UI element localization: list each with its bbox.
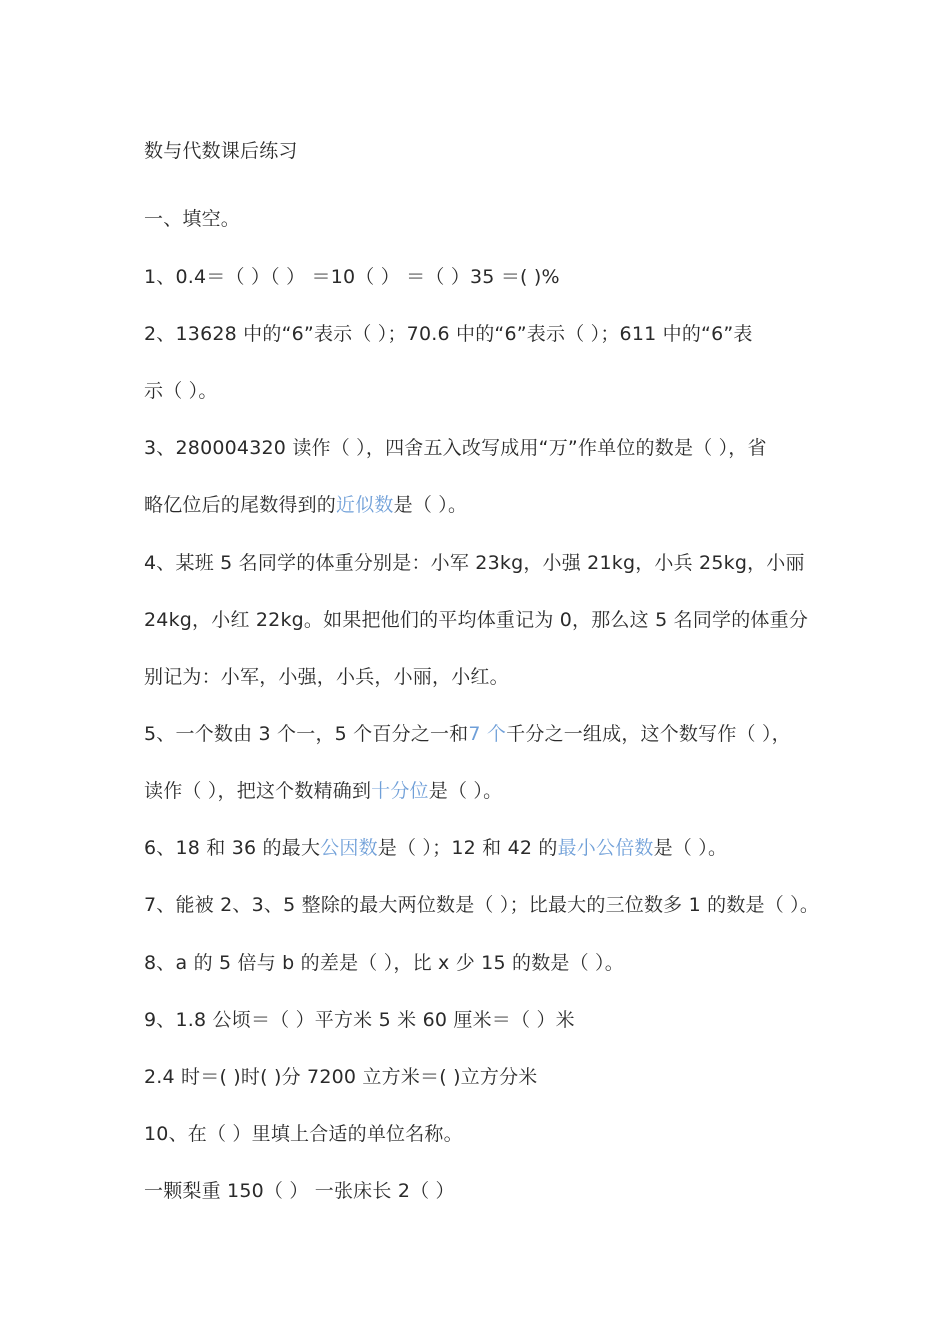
question-4-line-1: 4、某班 5 名同学的体重分别是：小军 23kg，小强 21kg，小兵 25kg，小丽	[144, 552, 805, 574]
question-10-line-2: 一颗梨重 150（ ） 一张床长 2（ ）	[144, 1180, 455, 1202]
question-4-line-2: 24kg，小红 22kg。如果把他们的平均体重记为 0，那么这 5 名同学的体重分	[144, 609, 809, 631]
question-2-line-2: 示（ ）。	[144, 380, 218, 402]
question-9-line-2: 2.4 时＝( )时( )分 7200 立方米＝( )立方分米	[144, 1066, 538, 1088]
question-5-text-end: 千分之一组成，这个数写作（ ），	[506, 723, 791, 745]
question-9-line-1: 9、1.8 公顷＝（ ）平方米 5 米 60 厘米＝（ ）米	[144, 1009, 575, 1031]
question-5-text: 5、一个数由 3 个一，5 个百分之一和	[144, 723, 469, 745]
link-approximate-number[interactable]: 近似数	[336, 494, 394, 516]
question-10-line-1: 10、在（ ）里填上合适的单位名称。	[144, 1123, 463, 1145]
question-8: 8、a 的 5 倍与 b 的差是（ ），比 x 少 15 的数是（ ）。	[144, 952, 624, 974]
question-5-line-2	[144, 778, 816, 804]
question-1: 1、0.4＝（ ）（ ） ＝10（ ） ＝（ ）35 ＝( )%	[144, 266, 560, 288]
document-title: 数与代数课后练习	[144, 140, 298, 162]
question-3-text-end: 是（ ）。	[393, 494, 468, 516]
question-7: 7、能被 2、3、5 整除的最大两位数是（ ）；比最大的三位数多 1 的数是（ ）。	[144, 894, 820, 916]
link-greatest-common-factor[interactable]: 公因数	[320, 837, 378, 859]
question-6-text-mid: 是（ ）；12 和 42 的	[377, 837, 558, 859]
question-3-line-1: 3、280004320 读作（ ），四舍五入改写成用“万”作单位的数是（ ），省	[144, 437, 767, 459]
link-tenths-place[interactable]: 十分位	[371, 780, 429, 802]
question-3-line-2	[144, 492, 816, 518]
question-6-text-end: 是（ ）。	[653, 837, 728, 859]
section-heading: 一、填空。	[144, 208, 241, 230]
question-6	[144, 835, 816, 861]
question-5-line-1	[144, 721, 816, 747]
question-5-text-2-end: 是（ ）。	[428, 780, 503, 802]
question-5-text-2: 读作（ ），把这个数精确到	[144, 780, 372, 802]
link-least-common-multiple[interactable]: 最小公倍数	[557, 837, 654, 859]
question-4-line-3: 别记为：小军，小强，小兵，小丽，小红。	[144, 666, 509, 688]
link-seven[interactable]: 7 个	[468, 723, 507, 745]
question-3-text: 略亿位后的尾数得到的	[144, 494, 337, 516]
question-6-text: 6、18 和 36 的最大	[144, 837, 321, 859]
question-2-line-1: 2、13628 中的“6”表示（ ）；70.6 中的“6”表示（ ）；611 中的“6”表	[144, 323, 753, 345]
